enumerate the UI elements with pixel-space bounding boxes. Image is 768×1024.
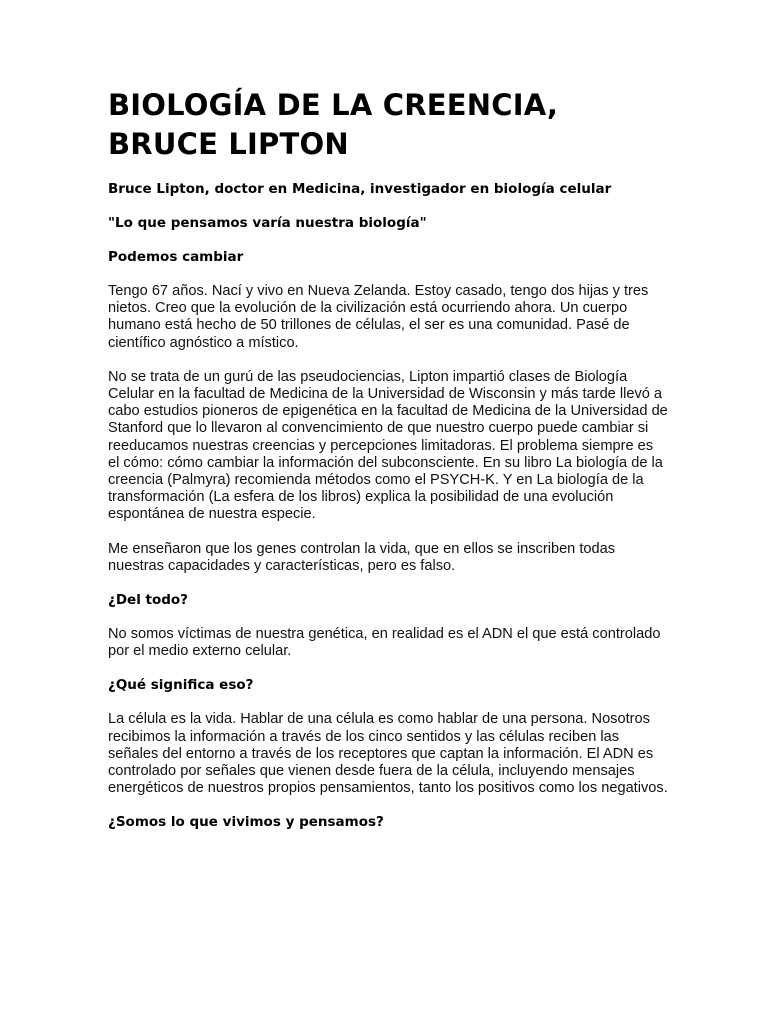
paragraph-genes: Me enseñaron que los genes controlan la vida, que en ellos se inscriben todas nuestras capacidades y características, pero es falso. — [108, 540, 616, 574]
paragraph-intro: Tengo 67 años. Nací y vivo en Nueva Zelanda. Estoy casado, tengo dos hijas y tres nietos. Creo que la evolución de la civilización está ocurriendo ahora. Un cuerpo humano está hecho de 50 trillones de células, el ser es una comunidad. Pasé de científico agnóstico a místico. — [108, 283, 649, 351]
document-page — [108, 86, 668, 848]
paragraph-background: No se trata de un gurú de las pseudociencias, Lipton impartió clases de Biología Celular en la facultad de Medicina de la Universidad de Wisconsin y más tarde llevó a cabo estudios pioneros de epigenética en la facultad de Medicina de la Universidad de Stanford que lo llevaron al convencimiento de que nuestro cuerpo puede cambiar si reeducamos nuestras creencias y percepciones limitadoras. El problema siempre es el cómo: cómo cambiar la información del subconsciente. En su libro La biología de la creencia (Palmyra) recomienda métodos como el PSYCH-K. Y en La biología de la transformación (La esfera de los libros) explica la posibilidad de una evolución espontánea de nuestra especie. — [108, 368, 668, 523]
paragraph-genetics: No somos víctimas de nuestra genética, en realidad es el ADN el que está controlado por el medio externo celular. — [108, 626, 661, 660]
section-heading: Podemos cambiar — [108, 249, 244, 265]
question-del-todo: ¿Del todo? — [108, 592, 189, 609]
paragraph-cell: La célula es la vida. Hablar de una célula es como hablar de una persona. Nosotros recibimos la información a través de los cinco sentidos y las células reciben las señales del entorno a través de los receptores que captan la información. El ADN es controlado por señales que vienen desde fuera de la célula, incluyendo mensajes energéticos de nuestros propios pensamientos, tanto los positivos como los negativos. — [108, 711, 668, 797]
question-somos: ¿Somos lo que vivimos y pensamos? — [108, 814, 384, 831]
document-quote: "Lo que pensamos varía nuestra biología" — [108, 215, 427, 231]
document-subtitle: Bruce Lipton, doctor en Medicina, investigador en biología celular — [108, 181, 612, 197]
question-que-significa: ¿Qué significa eso? — [108, 677, 254, 694]
document-title: BIOLOGÍA DE LA CREENCIA, BRUCE LIPTON — [108, 88, 559, 161]
